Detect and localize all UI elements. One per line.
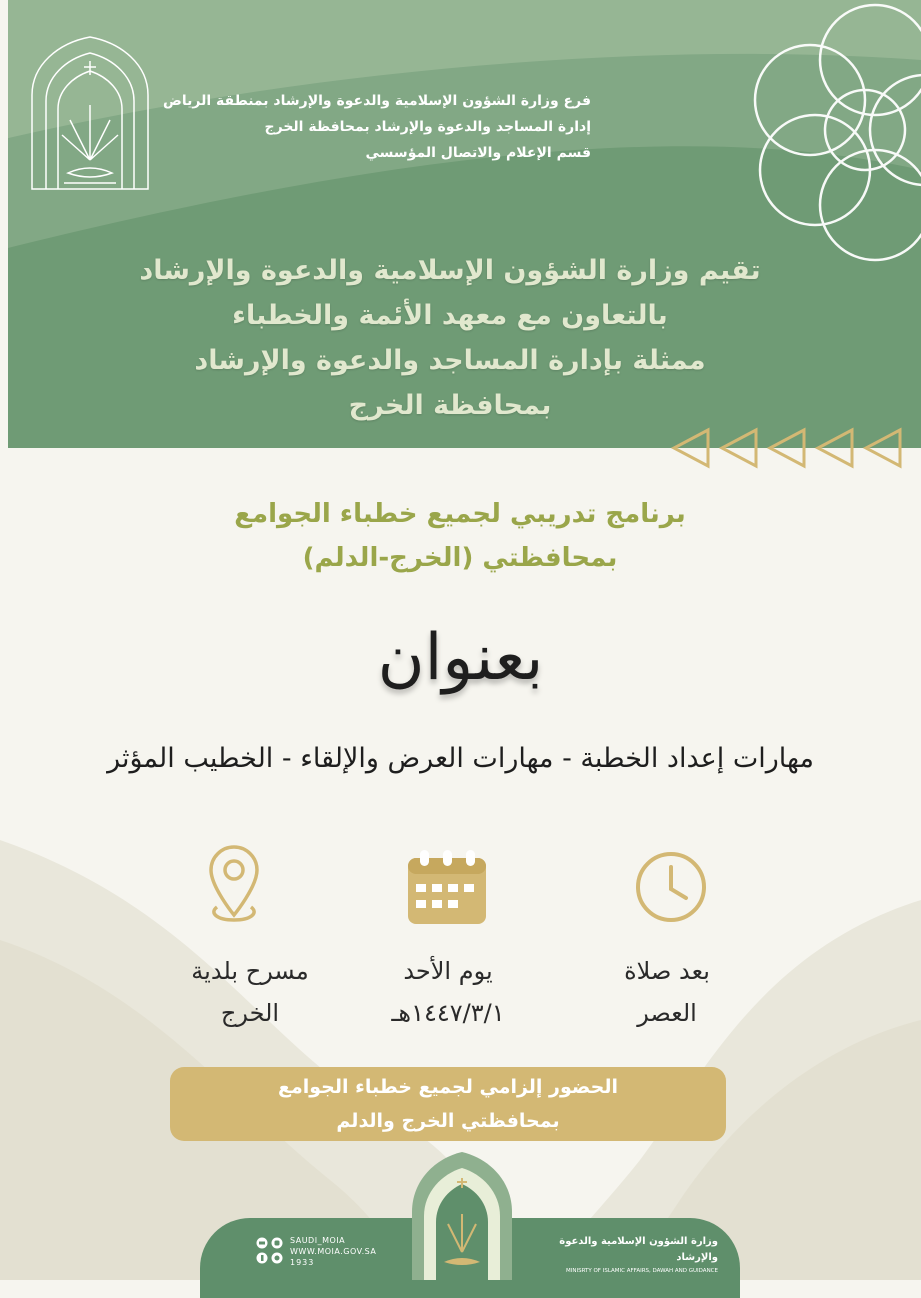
footer-ministry-name	[538, 1234, 718, 1276]
topics-line: مهارات إعداد الخطبة - مهارات العرض والإلقاء - الخطيب المؤثر	[107, 743, 814, 774]
location-info	[140, 950, 360, 1034]
time-line: بعد صلاة	[624, 957, 710, 985]
program-line: بمحافظتي (الخرج-الدلم)	[302, 543, 618, 573]
website-link[interactable]: WWW.MOIA.GOV.SA	[290, 1247, 377, 1256]
program-line: برنامج تدريبي لجميع خطباء الجوامع	[234, 499, 686, 529]
rosette-ornament	[740, 0, 921, 270]
notice-line: الحضور إلزامي لجميع خطباء الجوامع	[278, 1076, 618, 1098]
header-banner	[0, 0, 921, 448]
ministry-logo-icon	[28, 35, 152, 193]
header-line: فرع وزارة الشؤون الإسلامية والدعوة والإرشاد بمنطقة الرياض	[163, 93, 591, 109]
clock-icon	[634, 850, 708, 924]
header-org-lines	[163, 88, 591, 166]
date-line: يوم الأحد	[403, 957, 493, 985]
footer-ministry-ar: وزارة الشؤون الإسلامية والدعوة والإرشاد	[559, 1236, 718, 1263]
date-info	[338, 950, 558, 1034]
footer-ministry-en: MINISRTY OF ISLAMIC AFFAIRS, DAWAH AND GUIDANCE	[565, 1268, 718, 1274]
intro-line: بالتعاون مع معهد الأئمة والخطباء	[232, 300, 668, 331]
location-line: مسرح بلدية	[191, 957, 309, 985]
social-handle[interactable]: SAUDI_MOIA	[290, 1236, 346, 1245]
location-pin-icon	[205, 843, 263, 923]
social-icons[interactable]	[256, 1237, 284, 1265]
footer-logo-icon	[408, 1152, 516, 1280]
chevron-ornament	[668, 424, 913, 472]
intro-line: تقيم وزارة الشؤون الإسلامية والدعوة والإرشاد	[139, 255, 761, 286]
calendar-icon	[406, 850, 488, 926]
date-line: ١٤٤٧/٣/١هـ	[391, 999, 505, 1027]
header-line: إدارة المساجد والدعوة والإرشاد بمحافظة الخرج	[264, 119, 591, 135]
intro-line: بمحافظة الخرج	[348, 390, 552, 421]
time-info	[557, 950, 777, 1034]
header-line: قسم الإعلام والاتصال المؤسسي	[365, 145, 591, 161]
title-word: بعنوان	[377, 621, 544, 695]
intro-text	[60, 248, 840, 428]
location-line: الخرج	[220, 999, 280, 1027]
intro-line: ممثلة بإدارة المساجد والدعوة والإرشاد	[194, 345, 706, 376]
time-line: العصر	[637, 999, 697, 1027]
program-heading	[90, 492, 830, 580]
attendance-notice	[170, 1067, 726, 1141]
footer-year: 1933	[290, 1258, 315, 1267]
notice-line: بمحافظتي الخرج والدلم	[336, 1110, 560, 1132]
